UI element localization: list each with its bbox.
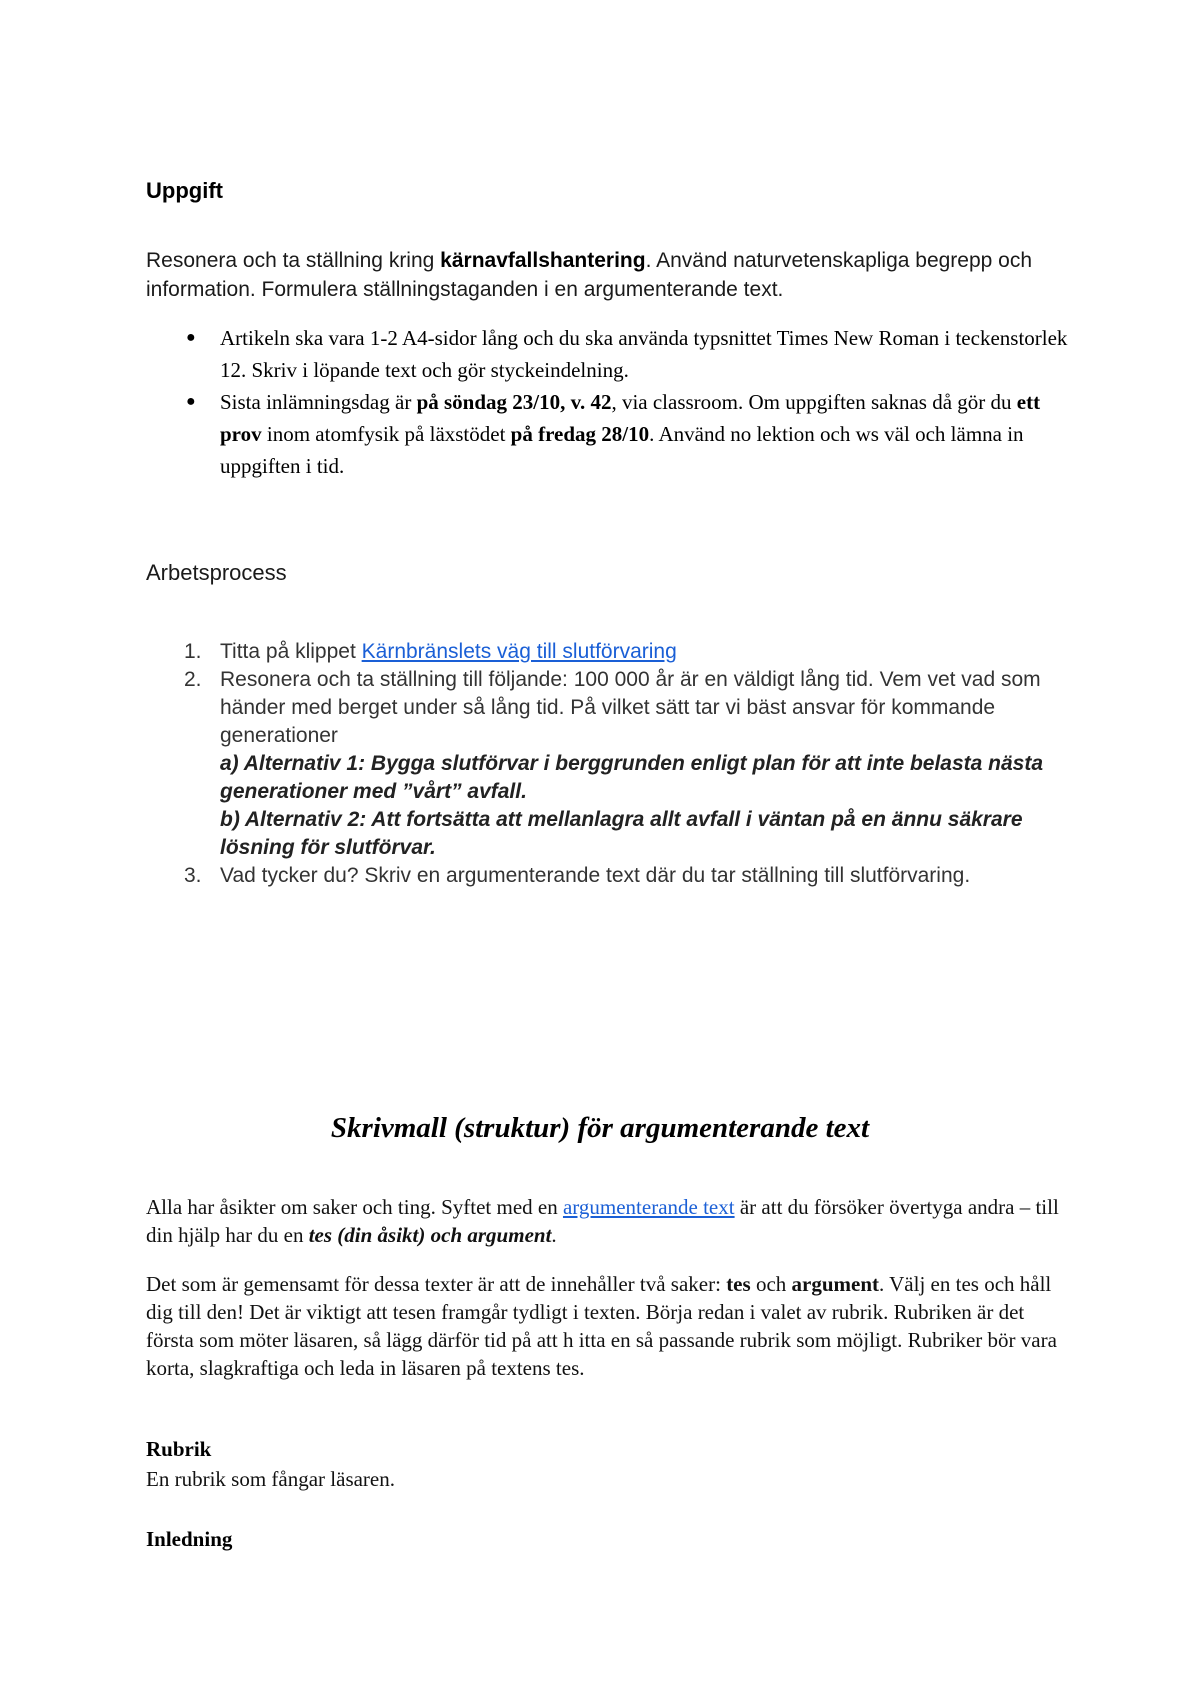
- template-title: Skrivmall (struktur) för argumenterande text: [330, 1112, 870, 1144]
- list-number: 2.: [184, 668, 202, 691]
- list-item: ● Artikeln ska vara 1-2 A4-sidor lång och du ska använda typsnittet Times New Roman i teckenstorlek 12. Skriv i löpande text och gör styckeindelning.: [146, 322, 1076, 386]
- rubrik-description: En rubrik som fångar läsaren.: [146, 1467, 395, 1491]
- section-heading-arbetsprocess: Arbetsprocess: [146, 560, 287, 585]
- keyword-bold: kärnavfallshantering: [440, 249, 646, 272]
- section-heading-uppgift: Uppgift: [146, 178, 223, 203]
- bullet-icon: ●: [186, 393, 196, 410]
- list-item: 2. Resonera och ta ställning till följande: 100 000 år är en väldigt lång tid. Vem vet vad som händer med berget under så lång tid. På vilket sätt tar vi bäst ansvar för kommande generationer a) Alternativ 1: Bygga slutförvar i berggrunden enligt plan för att inte belasta nästa generationer med ”vårt” avfall. b) Alternativ 2: Att fortsätta att mellanlagra allt avfall i väntan på en ännu säkrare lösning för slutförvar.: [184, 668, 1044, 859]
- list-number: 3.: [184, 864, 202, 887]
- template-paragraph-2: Det som är gemensamt för dessa texter är att de innehåller två saker: tes och argument. Välj en tes och håll dig till den! Det är viktigt att tesen framgår tydligt i texten. Börja redan i valet av rubrik. Rubriken är det första som möter läsaren, så lägg därför tid på att h itta en så passande rubrik som möjligt. Rubriker bör vara korta, slagkraftiga och leda in läsaren på textens tes.: [146, 1272, 1057, 1380]
- alternative-2: b) Alternativ 2: Att fortsätta att mellanlagra allt avfall i väntan på en ännu säkrare lösning för slutförvar.: [220, 808, 1023, 859]
- list-number: 1.: [184, 640, 202, 663]
- template-paragraph-1: Alla har åsikter om saker och ting. Syftet med en argumenterande text är att du försöker övertyga andra – till din hjälp har du en tes (din åsikt) och argument.: [146, 1195, 1059, 1247]
- intro-paragraph: Resonera och ta ställning kring kärnavfallshantering. Använd naturvetenskapliga begrepp och information. Formulera ställningstaganden i en argumenterande text.: [146, 249, 1033, 301]
- subheading-rubrik: Rubrik: [146, 1437, 212, 1461]
- subheading-inledning: Inledning: [146, 1527, 233, 1551]
- argumenterande-text-link[interactable]: argumenterande text: [562, 1195, 735, 1219]
- bullet-list: [146, 322, 1076, 482]
- list-item: 3. Vad tycker du? Skriv en argumenterande text där du tar ställning till slutförvaring.: [146, 862, 1076, 890]
- list-item: 1. Titta på klippet Kärnbränslets väg till slutförvaring: [146, 638, 1076, 666]
- alternative-1: a) Alternativ 1: Bygga slutförvar i berggrunden enligt plan för att inte belasta nästa generationer med ”vårt” avfall.: [220, 752, 1044, 803]
- list-item: ● Sista inlämningsdag är på söndag 23/10, v. 42, via classroom. Om uppgiften saknas då gör du ett prov inom atomfysik på läxstödet på fredag 28/10. Använd no lektion och ws väl och lämna in uppgiften i tid.: [146, 386, 1076, 482]
- video-link[interactable]: Kärnbränslets väg till slutförvaring: [361, 640, 677, 663]
- numbered-list: [146, 638, 1076, 890]
- bullet-icon: ●: [186, 329, 196, 346]
